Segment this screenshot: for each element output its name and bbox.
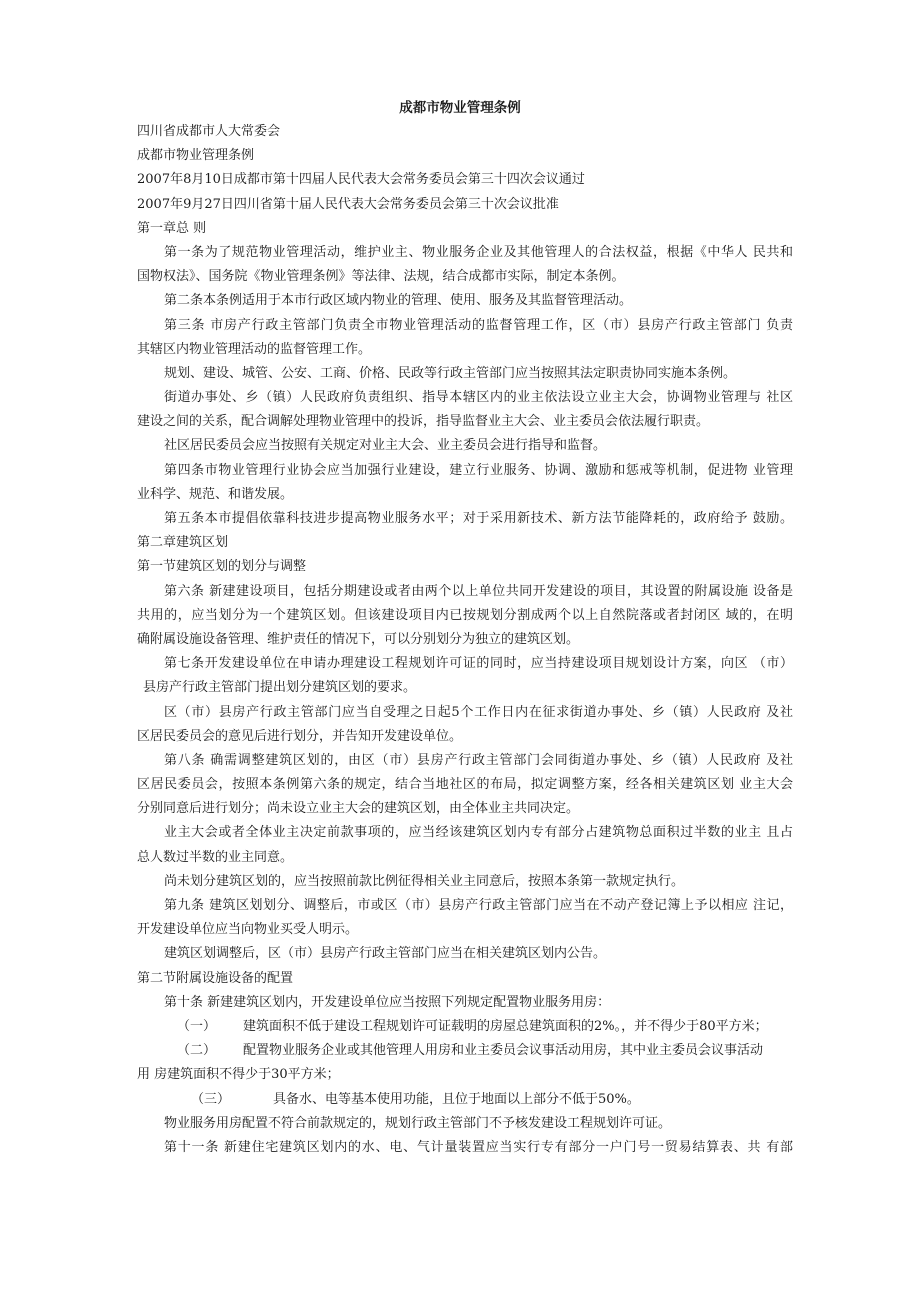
paragraph-line: 其辖区内物业管理活动的监督管理工作。	[137, 341, 372, 357]
paragraph-line: 第三条 市房产行政主管部门负责全市物业管理活动的监督管理工作，区（市）县房产行政主管部门 负责	[164, 317, 793, 333]
list-item-number: （二）	[177, 1043, 217, 1059]
paragraph-line: 社区居民委员会应当按照有关规定对业主大会、业主委员会进行指导和监督。	[164, 438, 607, 454]
paragraph-line: 尚未划分建筑区划的，应当按照前款比例征得相关业主同意后，按照本条第一款规定执行。	[164, 873, 685, 889]
paragraph-line: 建筑区划调整后，区（市）县房产行政主管部门应当在相关建筑区划内公告。	[164, 946, 607, 962]
paragraph-line: 开发建设单位应当向物业买受人明示。	[137, 922, 359, 938]
list-item	[137, 1039, 793, 1063]
paragraph-line: 建设之间的关系，配合调解处理物业管理中的投诉，指导监督业主大会、业主委员会依法履行职责。	[137, 414, 710, 430]
paragraph-line: 第十条 新建建筑区划内，开发建设单位应当按照下列规定配置物业服务用房：	[164, 994, 611, 1010]
list-item-number: （三）	[191, 1091, 231, 1107]
chapter-heading: 第二章建筑区划	[137, 535, 229, 551]
paragraph-line: 第八条 确需调整建筑区划的，由区（市）县房产行政主管部门会同街道办事处、乡（镇）人民政府 及社	[164, 752, 793, 768]
list-item-text: 具备水、电等基本使用功能，且位于地面以上部分不低于50%。	[273, 1091, 640, 1107]
paragraph-line: 分别同意后进行划分；尚未设立业主大会的建筑区划，由全体业主共同决定。	[137, 801, 580, 817]
adoption-line: 2007年8月10日成都市第十四届人民代表大会常务委员会第三十四次会议通过	[137, 172, 585, 188]
list-item	[137, 1015, 793, 1039]
paragraph-line: 共用的，应当划分为一个建筑区划。但该建设项目内已按规划分割成两个以上自然院落或者封闭区 域的，在明	[137, 607, 793, 623]
paragraph-line: 业主大会或者全体业主决定前款事项的，应当经该建筑区划内专有部分占建筑物总面积过半数的业主 且占	[164, 825, 793, 841]
regulation-name-line: 成都市物业管理条例	[137, 148, 255, 164]
paragraph-line: 规划、建设、城管、公安、工商、价格、民政等行政主管部门应当按照其法定职责协同实施本条例。	[164, 365, 737, 381]
paragraph-line: 国物权法》、国务院《物业管理条例》等法律、法规，结合成都市实际，制定本条例。	[137, 269, 625, 285]
list-item-text: 配置物业服务企业或其他管理人用房和业主委员会议事活动用房，其中业主委员会议事活动	[243, 1043, 764, 1059]
section-heading: 第一节建筑区划的划分与调整	[137, 559, 307, 575]
paragraph-line: 第七条开发建设单位在申请办理建设工程规划许可证的同时，应当持建设项目规划设计方案，向区 （市）	[164, 656, 793, 672]
paragraph-line: 第四条市物业管理行业协会应当加强行业建设，建立行业服务、协调、激励和惩戒等机制，促进物 业管理	[164, 462, 793, 478]
paragraph-line: 区（市）县房产行政主管部门应当自受理之日起5个工作日内在征求街道办事处、乡（镇）人民政府 及社	[164, 704, 793, 720]
paragraph-line: 业科学、规范、和谐发展。	[137, 486, 294, 502]
paragraph-line: 第六条 新建建设项目，包括分期建设或者由两个以上单位共同开发建设的项目，其设置的附属设施 设备是	[164, 583, 793, 599]
paragraph-line: 第十一条 新建住宅建筑区划内的水、电、气计量装置应当实行专有部分一户门号一贸易结算表、共 有部	[164, 1139, 793, 1155]
paragraph-line: 第九条 建筑区划划分、调整后，市或区（市）县房产行政主管部门应当在不动产登记簿上予以相应 注记，	[164, 898, 793, 913]
document-title: 成都市物业管理条例	[399, 100, 521, 116]
list-item	[137, 1088, 793, 1112]
paragraph-line: 第一条为了规范物业管理活动，维护业主、物业服务企业及其他管理人的合法权益，根据《中华人 民共和	[164, 244, 793, 260]
document-body	[137, 120, 793, 1160]
list-item-number: （一）	[177, 1018, 217, 1034]
approval-line: 2007年9月27日四川省第十届人民代表大会常务委员会第三十次会议批准	[137, 196, 559, 212]
paragraph-line: 总人数过半数的业主同意。	[137, 849, 294, 865]
paragraph-line: 区居民委员会的意见后进行划分，并告知开发建设单位。	[137, 728, 463, 744]
list-item-continuation: 用 房建筑面积不得少于30平方米；	[137, 1067, 340, 1083]
chapter-heading: 第一章总 则	[137, 220, 207, 236]
list-item-text: 建筑面积不低于建设工程规划许可证载明的房屋总建筑面积的2%。，并不得少于80平方米；	[243, 1018, 768, 1034]
issuer-line: 四川省成都市人大常委会	[137, 124, 281, 139]
paragraph-line: 县房产行政主管部门提出划分建筑区划的要求。	[143, 680, 417, 696]
paragraph-line: 区居民委员会，按照本条例第六条的规定，结合当地社区的布局，拟定调整方案，经各相关建筑区划 业主大会	[137, 777, 793, 793]
section-heading: 第二节附属设施设备的配置	[137, 970, 294, 986]
paragraph-line: 物业服务用房配置不符合前款规定的，规划行政主管部门不予核发建设工程规划许可证。	[164, 1115, 672, 1131]
paragraph-line: 确附属设施设备管理、维护责任的情况下，可以分别划分为独立的建筑区划。	[137, 631, 580, 647]
paragraph-line: 第二条本条例适用于本市行政区域内物业的管理、使用、服务及其监督管理活动。	[164, 293, 633, 309]
paragraph-line: 第五条本市提倡依靠科技进步提高物业服务水平；对于采用新技术、新方法节能降耗的，政府给予 鼓励。	[164, 511, 793, 526]
paragraph-line: 街道办事处、乡（镇）人民政府负责组织、指导本辖区内的业主依法设立业主大会，协调物业管理与 社区	[164, 390, 793, 406]
